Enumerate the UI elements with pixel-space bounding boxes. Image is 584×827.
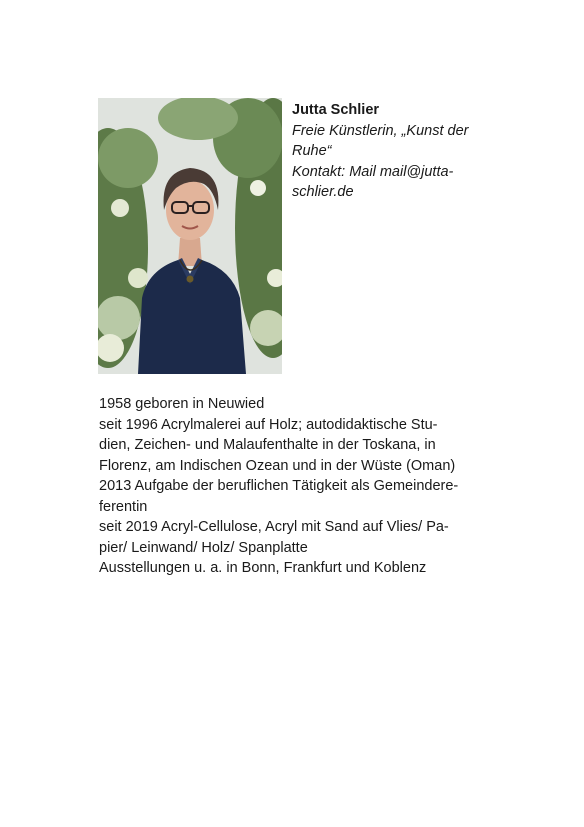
bio-line: Ausstellungen u. a. in Bonn, Frankfurt und Koblenz: [99, 560, 427, 576]
artist-role-line-1: Freie Künstlerin, „Kunst der: [292, 122, 469, 139]
bio-line: pier/ Leinwand/ Holz/ Spanplatte: [99, 539, 308, 556]
bio-line: 2013 Aufgabe der beruflichen Tätigkeit als Gemeindere-: [99, 478, 459, 494]
bio-line: Florenz, am Indischen Ozean und in der Wüste (Oman): [99, 457, 456, 474]
portrait-photo: [98, 98, 282, 374]
artist-role-line-2: Ruhe“: [292, 143, 332, 159]
portrait-illustration: [98, 98, 282, 374]
bio-line: 1958 geboren in Neuwied: [99, 396, 265, 412]
bio-line: seit 1996 Acrylmalerei auf Holz; autodidaktische Stu-: [99, 416, 438, 433]
contact-line-2: schlier.de: [292, 184, 354, 200]
artist-name: Jutta Schlier: [292, 102, 380, 118]
contact-line-1: Kontakt: Mail mail@jutta-: [292, 163, 454, 180]
portrait-caption: [292, 100, 492, 203]
biography: [99, 394, 499, 579]
bio-line: seit 2019 Acryl-Cellulose, Acryl mit Sand auf Vlies/ Pa-: [99, 519, 449, 535]
bio-line: ferentin: [99, 498, 148, 515]
bio-line: dien, Zeichen- und Malaufenthalte in der Toskana, in: [99, 437, 436, 453]
